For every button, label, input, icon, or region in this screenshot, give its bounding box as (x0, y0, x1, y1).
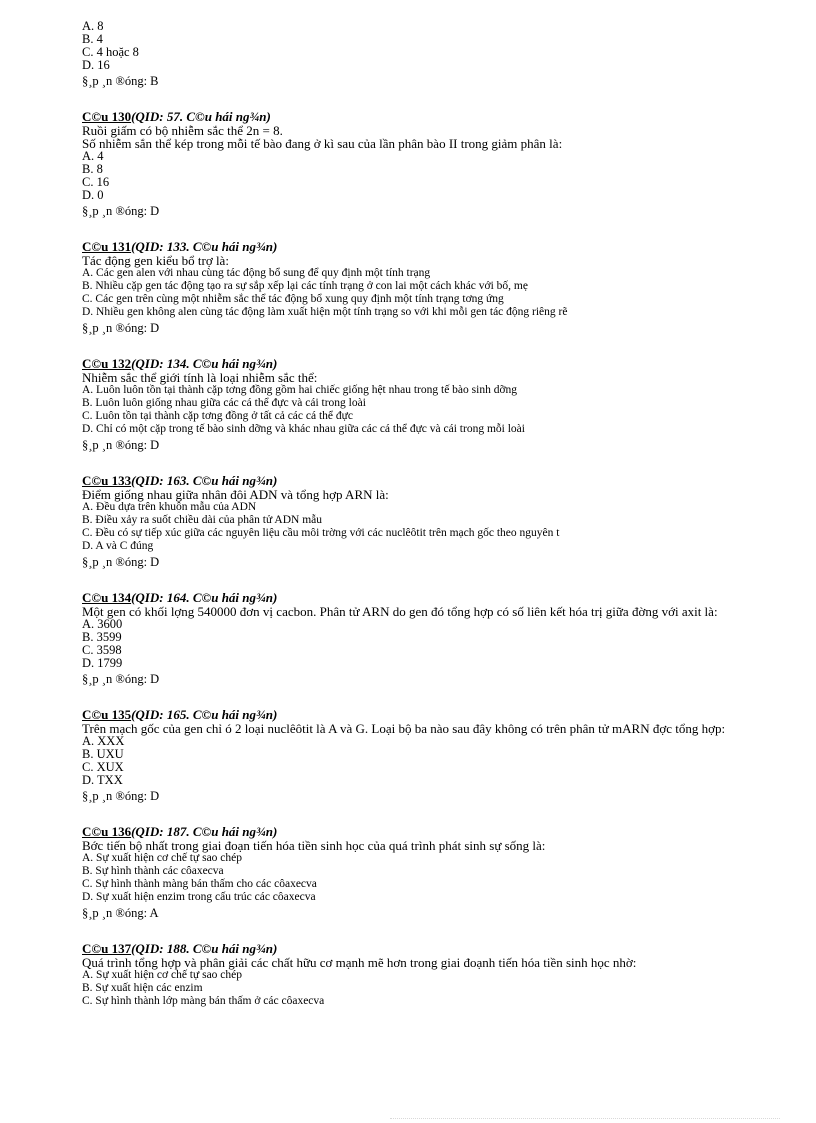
question-stem: Số nhiễm sắn thể kép trong mỗi tế bào đang ở kì sau của lần phân bào II trong giảm phân là: (82, 136, 563, 151)
question-heading (82, 356, 792, 371)
question-134 (82, 590, 792, 686)
option-b: B. Sự xuất hiện các enzim (82, 982, 203, 994)
question-130 (82, 109, 792, 218)
option-d: D. Chỉ có một cặp trong tế bào sinh dỡng và khác nhau giữa các cá thể đực và cái trong mỗi loài (82, 423, 525, 435)
option-b: B. Luôn luôn giống nhau giữa các cá thể đực và cái trong loài (82, 397, 366, 409)
correct-answer: §¸p ¸n ®óng: D (82, 204, 160, 218)
correct-answer: §¸p ¸n ®óng: D (82, 321, 160, 335)
option-b: B. 3599 (82, 630, 122, 644)
option-a: A. Luôn luôn tồn tại thành cặp tơng đồng gồm hai chiếc giống hệt nhau trong tế bào sinh dỡng (82, 384, 518, 396)
option-d: D. Sự xuất hiện enzim trong cấu trúc các côaxecva (82, 891, 316, 903)
option-d: D. 16 (82, 58, 110, 72)
option-a: A. Sự xuất hiện cơ chế tự sao chép (82, 969, 243, 981)
option-d: D. 0 (82, 188, 104, 202)
option-a: A. 4 (82, 149, 104, 163)
correct-answer: §¸p ¸n ®óng: D (82, 438, 160, 452)
question-135 (82, 707, 792, 803)
option-d: D. Nhiều gen không alen cùng tác động làm xuất hiện một tính trạng so với khi mỗi gen tác động riêng rẽ (82, 306, 568, 318)
question-stem: Ruồi giấm có bộ nhiễm sắc thể 2n = 8. (82, 123, 283, 138)
question-meta: (QID: 164. C©u hái ng¾n) (131, 590, 278, 605)
question-137 (82, 941, 792, 1008)
option-b: B. Sự hình thành các côaxecva (82, 865, 224, 877)
option-a: A. Sự xuất hiện cơ chế tự sao chép (82, 852, 243, 864)
question-stem: Một gen có khối lợng 540000 đơn vị cacbon. Phân tử ARN do gen đó tổng hợp có số liên kết hóa trị giữa đờng với axit là: (82, 604, 718, 619)
correct-answer: §¸p ¸n ®óng: D (82, 789, 160, 803)
question-132 (82, 356, 792, 452)
option-c: C. 3598 (82, 643, 122, 657)
option-c: C. Sự hình thành màng bán thấm cho các côaxecva (82, 878, 317, 890)
question-meta: (QID: 163. C©u hái ng¾n) (131, 473, 278, 488)
option-d: D. A và C đúng (82, 540, 154, 552)
question-number: C©u 135 (82, 707, 132, 722)
question-meta: (QID: 57. C©u hái ng¾n) (131, 109, 271, 124)
question-number: C©u 131 (82, 239, 132, 254)
question-meta: (QID: 187. C©u hái ng¾n) (131, 824, 278, 839)
footer-divider (390, 1118, 780, 1119)
question-meta: (QID: 133. C©u hái ng¾n) (131, 239, 278, 254)
question-stem: Nhiễm sắc thể giới tính là loại nhiễm sắc thể: (82, 370, 318, 385)
option-c: C. Luôn tồn tại thành cặp tơng đồng ở tất cả các cá thể đực (82, 410, 353, 422)
option-a: A. 8 (82, 19, 104, 33)
correct-answer: §¸p ¸n ®óng: A (82, 906, 159, 920)
question-129-tail (82, 20, 792, 88)
option-b: B. 8 (82, 162, 103, 176)
option-a: A. Đều dựa trên khuôn mẫu của ADN (82, 501, 257, 513)
option-c: C. 16 (82, 175, 110, 189)
option-b: B. 4 (82, 32, 103, 46)
option-c: C. XUX (82, 760, 124, 774)
question-meta: (QID: 188. C©u hái ng¾n) (131, 941, 278, 956)
question-number: C©u 136 (82, 824, 132, 839)
question-heading (82, 109, 792, 124)
question-number: C©u 132 (82, 356, 132, 371)
option-c: C. Sự hình thành lớp màng bán thấm ở các côaxecva (82, 995, 325, 1007)
correct-answer: §¸p ¸n ®óng: D (82, 555, 160, 569)
option-a: A. 3600 (82, 617, 123, 631)
question-meta: (QID: 165. C©u hái ng¾n) (131, 707, 278, 722)
question-stem: Quá trình tổng hợp và phân giải các chất hữu cơ mạnh mẽ hơn trong giai đoạnh tiến hóa tiền sinh học nhờ: (82, 955, 637, 970)
option-b: B. Điều xảy ra suốt chiều dài của phân tử ADN mẫu (82, 514, 323, 526)
question-meta: (QID: 134. C©u hái ng¾n) (131, 356, 278, 371)
correct-answer: §¸p ¸n ®óng: D (82, 672, 160, 686)
question-heading (82, 941, 792, 956)
question-heading (82, 239, 792, 254)
question-number: C©u 133 (82, 473, 132, 488)
option-a: A. Các gen alen với nhau cùng tác động bổ sung để quy định một tính trạng (82, 267, 431, 279)
option-a: A. XXX (82, 734, 125, 748)
question-number: C©u 134 (82, 590, 132, 605)
question-stem: Tác động gen kiểu bổ trợ là: (82, 253, 229, 268)
question-133 (82, 473, 792, 569)
question-136 (82, 824, 792, 920)
option-c: C. 4 hoặc 8 (82, 45, 139, 59)
option-c: C. Đều có sự tiếp xúc giữa các nguyên liệu cầu môi trờng với các nuclêôtit trên mạch gốc theo nguyên t (82, 527, 560, 539)
question-number: C©u 130 (82, 109, 132, 124)
question-131 (82, 239, 792, 335)
question-heading (82, 473, 792, 488)
quiz-document (82, 20, 792, 1008)
question-heading (82, 707, 792, 722)
option-d: D. 1799 (82, 656, 123, 670)
question-heading (82, 590, 792, 605)
question-stem: Điểm giống nhau giữa nhân đôi ADN và tổng hợp ARN là: (82, 487, 389, 502)
option-b: B. UXU (82, 747, 124, 761)
correct-answer: §¸p ¸n ®óng: B (82, 74, 159, 88)
question-number: C©u 137 (82, 941, 132, 956)
option-b: B. Nhiều cặp gen tác động tạo ra sự sắp xếp lại các tính trạng ở con lai một cách khác với bố, mẹ (82, 280, 528, 292)
option-c: C. Các gen trên cùng một nhiễm sắc thể tác động bổ xung quy định một tính trạng tơng ứng (82, 293, 504, 305)
question-stem: Bớc tiến bộ nhất trong giai đoạn tiến hóa tiền sinh học của quá trình phát sinh sự sống là: (82, 838, 546, 853)
question-heading (82, 824, 792, 839)
question-stem: Trên mạch gốc của gen chỉ ó 2 loại nuclêôtit là A và G. Loại bộ ba nào sau đây không có trên phân tử mARN đợc tổng hợp: (82, 721, 726, 736)
option-d: D. TXX (82, 773, 123, 787)
